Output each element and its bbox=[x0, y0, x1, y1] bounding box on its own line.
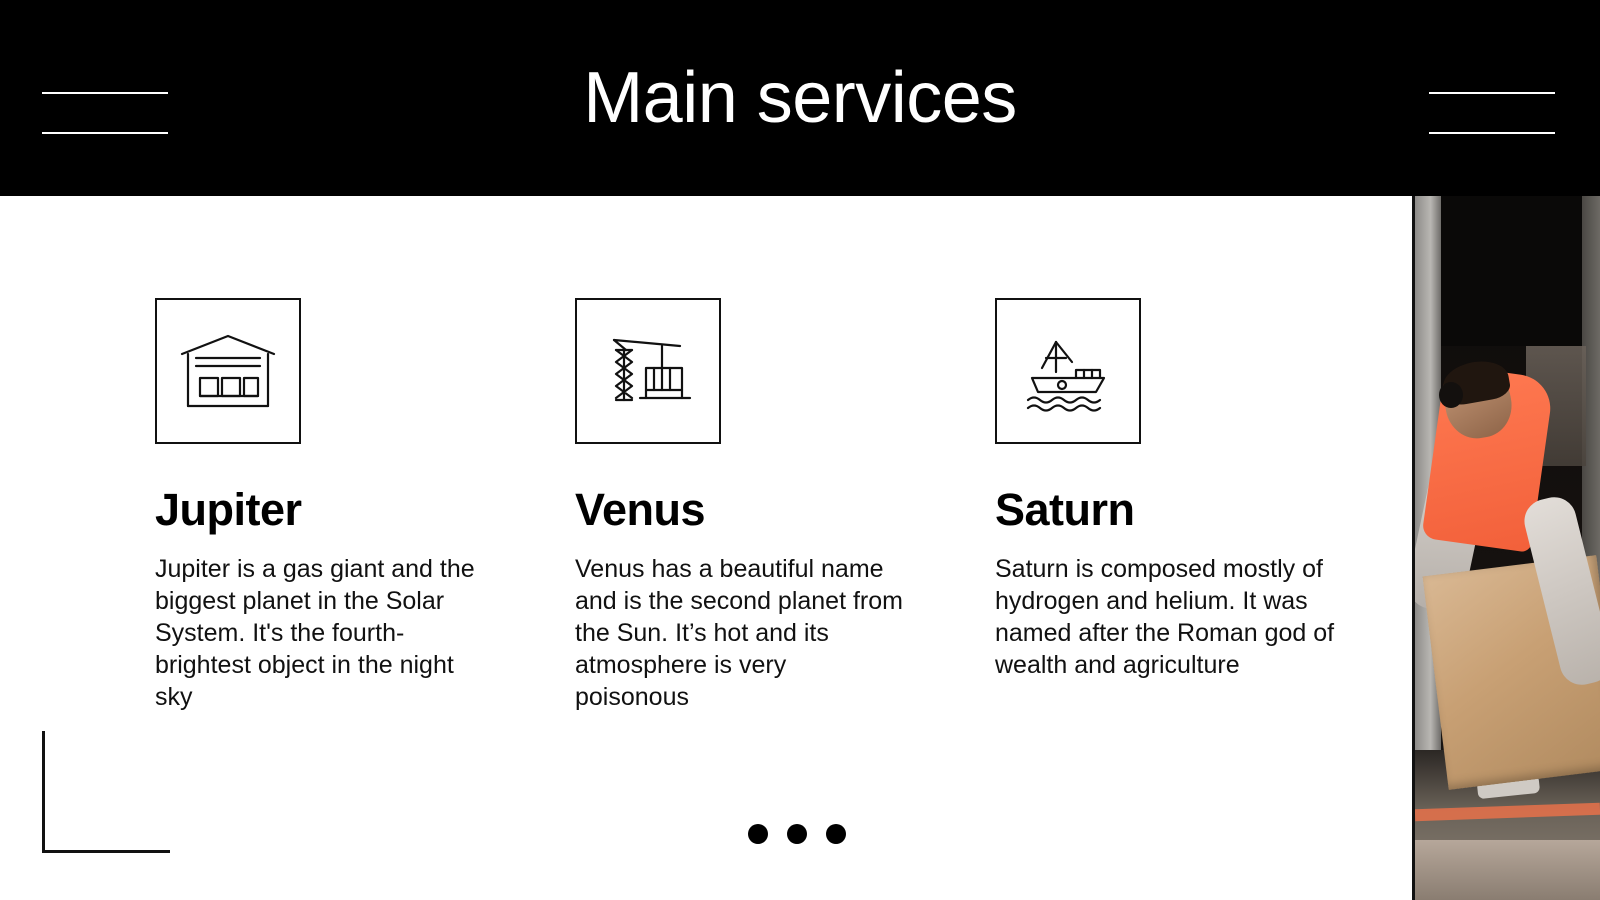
service-title: Saturn bbox=[995, 484, 1135, 535]
decoration-rule bbox=[42, 92, 168, 94]
pagination-dots[interactable] bbox=[748, 824, 846, 844]
service-column-venus bbox=[575, 298, 995, 713]
decoration-rule bbox=[42, 132, 168, 134]
warehouse-icon bbox=[155, 298, 301, 444]
header-decoration-right bbox=[1429, 92, 1555, 134]
slide-header bbox=[0, 0, 1600, 196]
services-columns bbox=[155, 298, 1415, 713]
pagination-dot[interactable] bbox=[787, 824, 807, 844]
slide-body bbox=[0, 196, 1600, 900]
service-title: Venus bbox=[575, 484, 706, 535]
decoration-rule bbox=[1429, 132, 1555, 134]
worker-photo bbox=[1412, 196, 1600, 900]
cargo-ship-icon bbox=[995, 298, 1141, 444]
decoration-rule bbox=[1429, 92, 1555, 94]
pagination-dot[interactable] bbox=[826, 824, 846, 844]
corner-bracket-decoration bbox=[42, 731, 170, 853]
header-decoration-left bbox=[42, 92, 168, 134]
photo-worker-ear-defender bbox=[1439, 382, 1463, 408]
service-column-jupiter bbox=[155, 298, 575, 713]
photo-floor-foreground bbox=[1415, 840, 1600, 900]
service-description: Jupiter is a gas giant and the biggest planet in the Solar System. It's the fourth-brightest object in the night sky bbox=[155, 555, 475, 712]
pagination-dot[interactable] bbox=[748, 824, 768, 844]
photo-dark-interior bbox=[1441, 196, 1582, 346]
service-column-saturn bbox=[995, 298, 1415, 713]
service-description: Venus has a beautiful name and is the second planet from the Sun. It’s hot and its atmosphere is very poisonous bbox=[575, 555, 903, 712]
crane-container-icon bbox=[575, 298, 721, 444]
service-description: Saturn is composed mostly of hydrogen and helium. It was named after the Roman god of wealth and agriculture bbox=[995, 555, 1335, 680]
page-title: Main services bbox=[583, 58, 1017, 138]
service-title: Jupiter bbox=[155, 484, 302, 535]
